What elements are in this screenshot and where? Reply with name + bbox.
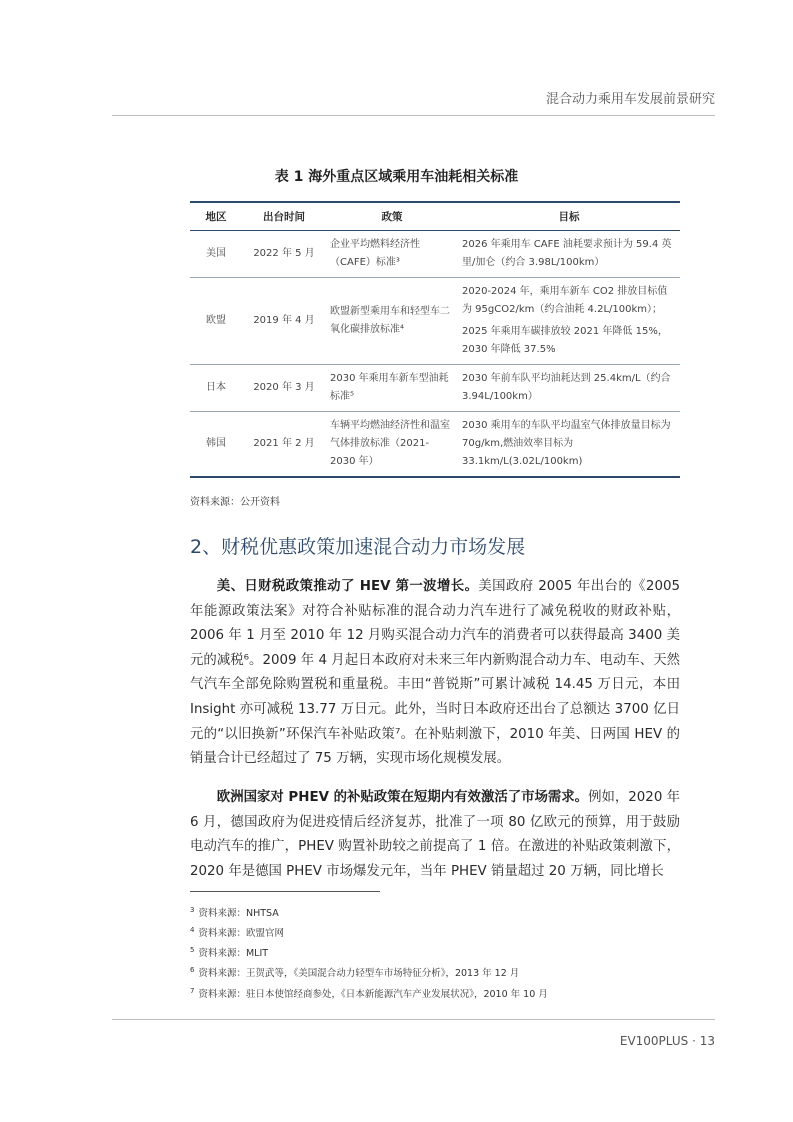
- footnote: [190, 962, 548, 982]
- paragraph-text: 例如，2020 年 6 月，德国政府为促进疫情后经济复苏，批准了一项 80 亿欧元的预算，用于鼓励电动汽车的推广，PHEV 购置补助较之前提高了 1 倍。在激进的补贴政策刺激下，2020 年是德国 PHEV 市场爆发元年，当年 PHEV 销量超过 20 万辆，同比增长: [190, 790, 680, 879]
- paragraph-lead: 欧洲国家对 PHEV 的补贴政策在短期内有效激活了市场需求。: [216, 790, 589, 805]
- region-cell: 欧盟: [190, 278, 242, 365]
- paragraph-text: 美国政府 2005 年出台的《2005 年能源政策法案》对符合补贴标准的混合动力汽车进行了减免税收的财政补贴，2006 年 1 月至 2010 年 12 月购买混合动力汽车的消费者可以获得最高 3400 美元的减税⁶。2009 年 4 月起日本政府对未来三年内新购混合动力车、电动车、天然气汽车全部免除购置税和重量税。丰田“普锐斯”可累计减税 14.45 万日元，本田 Insight 亦可减税 13.77 万日元。此外，当时日本政府还出台了总额达 3700 亿日元的“以旧换新”环保汽车补贴政策⁷。在补贴刺激下，2010 年美、日两国 HEV 的销量合计已经超过了 75 万辆，实现市场化规模发展。: [190, 579, 681, 767]
- footnote-number: 6: [190, 966, 195, 975]
- column-header-policy: 政策: [326, 202, 458, 231]
- footnote: [190, 902, 548, 922]
- footnote: [190, 922, 548, 942]
- footnotes: [190, 902, 548, 1003]
- fuel-standards-table: [190, 201, 680, 478]
- table-header-row: [190, 202, 680, 231]
- footnote-text: 资料来源：MLIT: [198, 948, 269, 960]
- footnote-text: 资料来源：NHTSA: [198, 908, 279, 920]
- footnote-number: 3: [190, 906, 195, 914]
- date-cell: 2022 年 5 月: [242, 231, 326, 278]
- header-divider: [112, 115, 715, 116]
- column-header-region: 地区: [190, 202, 242, 231]
- table-caption: 表 1 海外重点区域乘用车油耗相关标准: [274, 169, 519, 185]
- region-cell: 日本: [190, 365, 242, 412]
- region-cell: 韩国: [190, 412, 242, 478]
- target-text: 2026 年乘用车 CAFE 油耗要求预计为 59.4 英里/加仑（约合 3.98L/100km）: [462, 239, 672, 268]
- policy-cell: 2030 年乘用车新车型油耗标准⁵: [326, 365, 458, 412]
- footnote: [190, 942, 548, 962]
- running-header-title: 混合动力乘用车发展前景研究: [545, 92, 715, 107]
- target-cell: [458, 365, 680, 412]
- footnote-text: 资料来源：驻日本使馆经商参处，《日本新能源汽车产业发展状况》，2010 年 10 月: [198, 988, 548, 1000]
- body-paragraph: [190, 575, 680, 772]
- target-text: 2020-2024 年，乘用车新车 CO2 排放目标值为 95gCO2/km（约合油耗 4.2L/100km）；: [462, 286, 668, 315]
- footnote: [190, 983, 548, 1003]
- body-paragraph: [190, 786, 680, 884]
- target-text: 2025 年乘用车碳排放较 2021 年降低 15%，2030 年降低 37.5%: [462, 326, 668, 355]
- table-row: [190, 231, 680, 278]
- column-header-date: 出台时间: [242, 202, 326, 231]
- footnote-number: 4: [190, 926, 195, 935]
- target-text: 2030 乘用车的车队平均温室气体排放量目标为 70g/km,燃油效率目标为 33.1km/L(3.02L/100km): [462, 420, 671, 467]
- target-cell: [458, 278, 680, 365]
- footnote-number: 7: [190, 986, 195, 995]
- footnote-number: 5: [190, 946, 195, 955]
- footer-divider: [112, 1019, 715, 1020]
- footnote-divider: [190, 891, 380, 892]
- target-cell: [458, 231, 680, 278]
- table-row: [190, 365, 680, 412]
- policy-cell: 欧盟新型乘用车和轻型车二氧化碳排放标准⁴: [326, 278, 458, 365]
- table-row: [190, 412, 680, 478]
- target-cell: [458, 412, 680, 478]
- column-header-target: 目标: [458, 202, 680, 231]
- target-text: 2030 年前车队平均油耗达到 25.4km/L（约合 3.94L/100km）: [462, 373, 671, 402]
- section-heading: 2、财税优惠政策加速混合动力市场发展: [190, 536, 526, 558]
- region-cell: 美国: [190, 231, 242, 278]
- footnote-text: 资料来源：王贺武等，《美国混合动力轻型车市场特征分析》，2013 年 12 月: [198, 968, 520, 980]
- table-source-note: 资料来源：公开资料: [190, 497, 280, 508]
- footer-page-label: EV100PLUS · 13: [619, 1034, 715, 1048]
- date-cell: 2020 年 3 月: [242, 365, 326, 412]
- policy-cell: 企业平均燃料经济性（CAFE）标准³: [326, 231, 458, 278]
- table-row: [190, 278, 680, 365]
- footnote-text: 资料来源：欧盟官网: [198, 928, 284, 940]
- date-cell: 2021 年 2 月: [242, 412, 326, 478]
- policy-cell: 车辆平均燃油经济性和温室气体排放标准（2021-2030 年）: [326, 412, 458, 478]
- date-cell: 2019 年 4 月: [242, 278, 326, 365]
- paragraph-lead: 美、日财税政策推动了 HEV 第一波增长。: [216, 579, 479, 594]
